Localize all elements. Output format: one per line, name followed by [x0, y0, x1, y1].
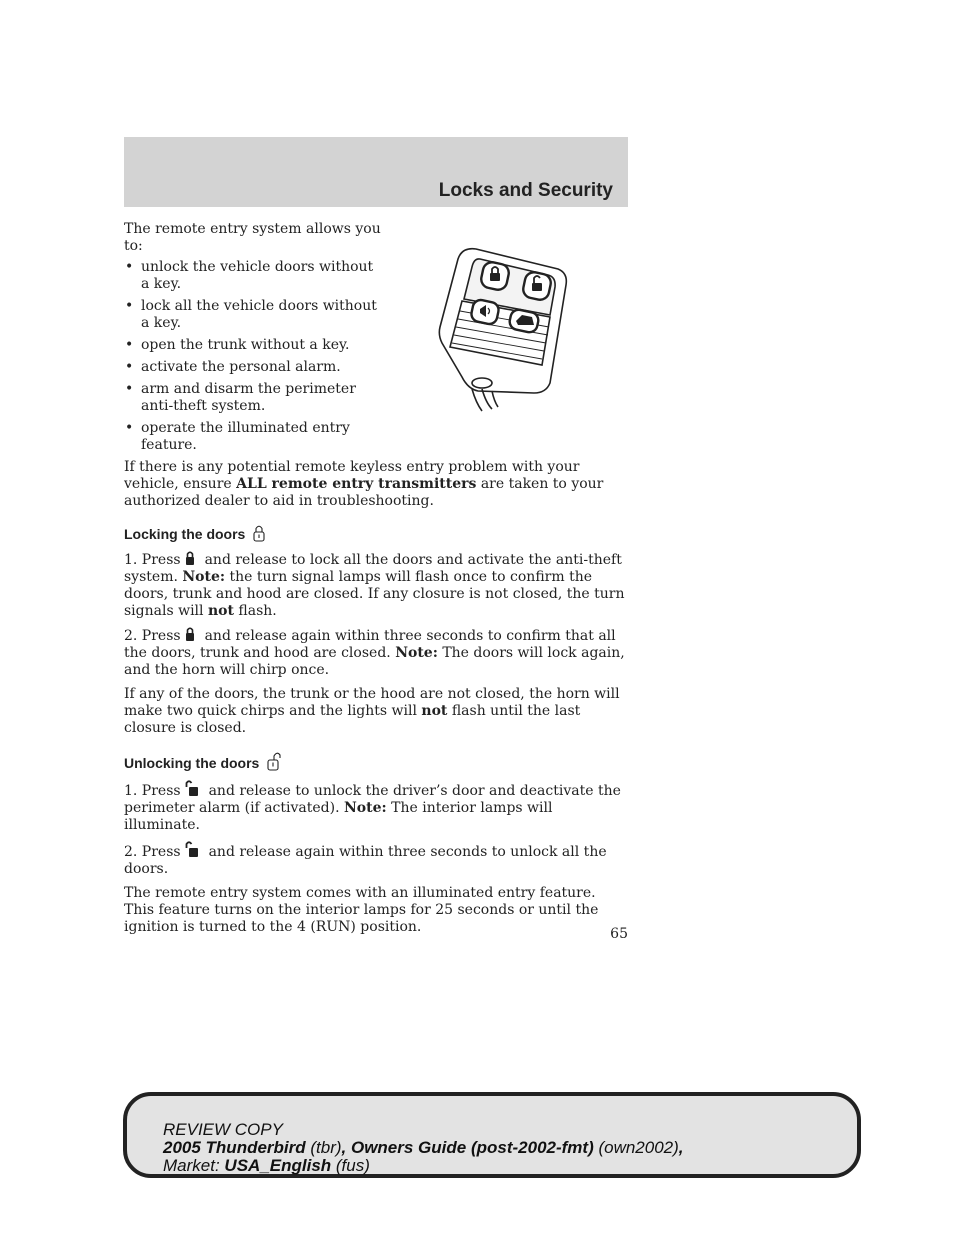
- keyfob-image: [438, 243, 578, 413]
- page-number: 65: [610, 926, 628, 942]
- intro-lead: The remote entry system allows you to:: [124, 221, 381, 254]
- intro-section: [124, 221, 628, 454]
- illuminated-entry-paragraph: The remote entry system comes with an illuminated entry feature. This feature turns on the interior lamps for 25 seconds or until the ignition is turned to the 4 (RUN) position.: [124, 885, 599, 935]
- unlock-icon: [185, 841, 199, 857]
- locking-step-1: 1. Press and release to lock all the doors and activate the anti-theft system. Note: the turn signal lamps will flash once to confirm the doors, trunk and hood are closed. If any closure is not closed, the turn signals will not flash.: [124, 552, 625, 619]
- list-item: • open the trunk without a key.: [125, 337, 350, 353]
- unlocking-heading: Unlocking the doors: [124, 751, 628, 772]
- list-item: • operate the illuminated entry feature.: [125, 420, 350, 453]
- guide-line: 2005 Thunderbird (tbr), Owners Guide (post-2002-fmt) (own2002),: [163, 1138, 684, 1157]
- lock-icon: [253, 524, 265, 542]
- list-item: • lock all the vehicle doors without a key.: [125, 298, 377, 331]
- lock-icon: [185, 551, 195, 565]
- locking-heading: Locking the doors: [124, 524, 628, 543]
- unlock-icon: [185, 780, 199, 796]
- unlocking-step-2: 2. Press and release again within three seconds to unlock all the doors.: [124, 841, 628, 878]
- unlocking-step-1: 1. Press and release to unlock the driver’s door and deactivate the perimeter alarm (if activated). Note: The interior lamps will illuminate.: [124, 780, 628, 834]
- lock-icon: [185, 627, 195, 641]
- review-copy-box: [123, 1092, 861, 1178]
- list-item: • activate the personal alarm.: [125, 359, 341, 375]
- list-item: • arm and disarm the perimeter anti-theft system.: [125, 381, 356, 414]
- review-label: REVIEW COPY: [163, 1120, 283, 1139]
- review-copy-text: [163, 1121, 684, 1175]
- troubleshooting-paragraph: If there is any potential remote keyless entry problem with your vehicle, ensure ALL remote entry transmitters are taken to your authorized dealer to aid in troubleshooting.: [124, 459, 604, 509]
- section-title: Locks and Security: [438, 180, 613, 201]
- closure-paragraph: If any of the doors, the trunk or the hood are not closed, the horn will make two quick chirps and the lights will not flash until the last closure is closed.: [124, 686, 620, 736]
- page-content: [124, 221, 628, 943]
- unlock-icon: [267, 751, 283, 771]
- locking-step-2: 2. Press and release again within three seconds to confirm that all the doors, trunk and hood are closed. Note: The doors will lock again, and the horn will chirp once.: [124, 628, 625, 678]
- section-header: [124, 137, 628, 207]
- feature-list: [124, 259, 384, 454]
- list-item: • unlock the vehicle doors without a key.: [125, 259, 374, 292]
- market-line: Market: USA_English (fus): [163, 1156, 370, 1175]
